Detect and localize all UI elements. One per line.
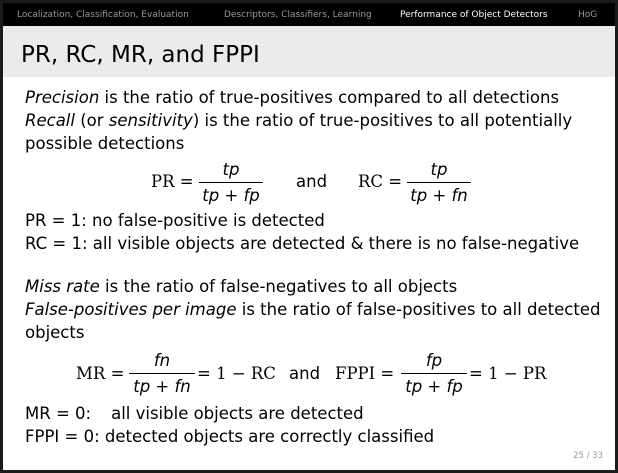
rc-fraction-bar: [407, 182, 471, 183]
rc-lhs: RC =: [358, 172, 403, 191]
rc-denominator: tp + fn: [410, 186, 468, 205]
recall-text: ) is the ratio of true-positives to all potentially: [192, 111, 573, 130]
missrate-term: Miss rate: [25, 277, 100, 296]
mr-rhs: = 1 − RC: [197, 364, 276, 383]
slide-title: PR, RC, MR, and FPPI: [21, 42, 260, 68]
pr-equals-one-math: PR = 1:: [25, 211, 87, 230]
mr-fraction: [129, 351, 195, 396]
fppi-equals-zero: [25, 427, 434, 446]
nav-item-descriptors[interactable]: Descriptors, Classifiers, Learning: [224, 10, 372, 20]
fppi-equals-zero-text: detected objects are correctly classified: [99, 427, 435, 446]
fppi-fraction: [401, 351, 467, 396]
pr-equals-one: [25, 211, 325, 230]
rc-equals-one-math: RC = 1:: [25, 234, 88, 253]
mr-fraction-bar: [129, 373, 195, 374]
nav-item-localization[interactable]: Localization, Classification, Evaluation: [17, 10, 189, 20]
mr-lhs: MR =: [76, 364, 125, 383]
missrate-text: is the ratio of false-negatives to all objects: [99, 277, 458, 296]
missrate-definition: [25, 277, 457, 296]
slide-frame: [3, 3, 615, 470]
fppi-denominator: tp + fp: [405, 377, 463, 396]
formula1-and: and: [296, 172, 328, 191]
fppi-fraction-bar: [401, 373, 467, 374]
sensitivity-term: sensitivity: [108, 111, 193, 130]
pr-fraction-bar: [199, 182, 263, 183]
mr-equals-zero-text: all visible objects are detected: [111, 404, 364, 423]
nav-bar: [3, 3, 615, 26]
mr-equals-zero-math: MR = 0:: [25, 404, 92, 423]
pr-equals-one-text: no false-positive is detected: [86, 211, 325, 230]
rc-equals-one: [25, 234, 579, 253]
pr-denominator: tp + fp: [202, 186, 260, 205]
pr-numerator: tp: [222, 160, 240, 179]
page-number: 25 / 33: [573, 451, 603, 461]
mr-denominator: tp + fn: [133, 377, 191, 396]
rc-equals-one-text: all visible objects are detected & there is no false-negative: [87, 234, 580, 253]
fppi-term: False-positives per image: [25, 300, 237, 319]
precision-text: is the ratio of true-positives compared to all detections: [99, 88, 560, 107]
nav-item-performance[interactable]: Performance of Object Detectors: [400, 10, 548, 20]
recall-mid: (or: [74, 111, 109, 130]
recall-term: Recall: [25, 111, 75, 130]
title-bar: [3, 26, 615, 77]
precision-definition: [25, 88, 559, 107]
mr-numerator: fn: [153, 351, 171, 370]
fppi-rhs: = 1 − PR: [469, 364, 547, 383]
nav-item-hog[interactable]: HoG: [578, 10, 598, 20]
pr-lhs: PR =: [151, 172, 194, 191]
mr-equals-zero: [25, 404, 364, 423]
precision-term: Precision: [25, 88, 100, 107]
fppi-equals-zero-math: FPPI = 0:: [25, 427, 100, 446]
recall-definition-cont: possible detections: [25, 134, 185, 153]
fppi-definition: [25, 300, 600, 319]
fppi-numerator: fp: [425, 351, 443, 370]
fppi-definition-cont: objects: [25, 323, 85, 342]
rc-numerator: tp: [430, 160, 448, 179]
rc-fraction: [407, 160, 471, 205]
fppi-lhs: FPPI =: [335, 364, 395, 383]
fppi-text: is the ratio of false-positives to all detected: [236, 300, 601, 319]
recall-definition: [25, 111, 572, 130]
pr-fraction: [199, 160, 263, 205]
formula2-and: and: [289, 364, 321, 383]
